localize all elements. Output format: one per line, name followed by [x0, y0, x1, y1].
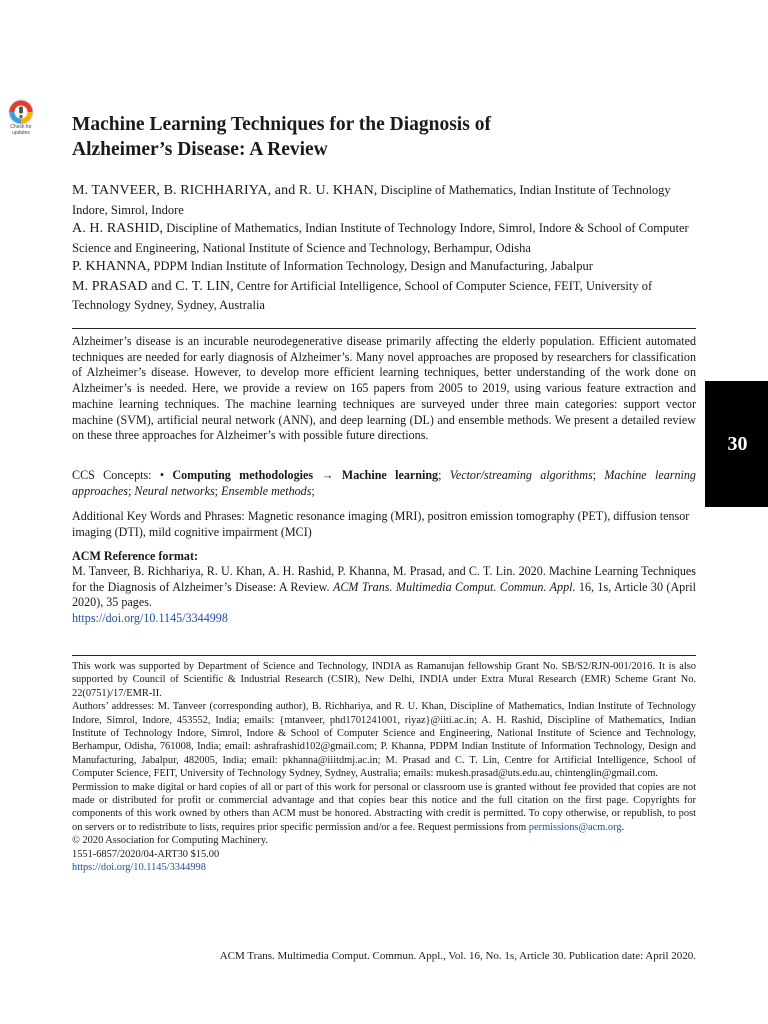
ccs-concept: Machine learning approaches — [72, 468, 696, 498]
author-names: P. KHANNA, — [72, 259, 151, 274]
reference-journal: ACM Trans. Multimedia Comput. Commun. Appl. — [332, 579, 576, 594]
footnote-doi-link[interactable]: https://doi.org/10.1145/3344998 — [72, 862, 206, 874]
author-entry — [72, 181, 696, 219]
page-footer: ACM Trans. Multimedia Comput. Commun. Appl., Vol. 16, No. 1s, Article 30. Publication date: April 2020. — [219, 950, 696, 962]
funding-note: This work was supported by Department of Science and Technology, INDIA as Ramanujan fellowship Grant No. SB/S2/RJN-001/2016. It is also supported by Council of Scientific & Industrial Research (CSIR), New Delhi, INDIA under Extra Mural Research (EMR) Scheme Grant No. 22(0751)/17/EMR-II. — [72, 661, 696, 699]
ccs-concept: Vector/streaming algorithms — [449, 468, 593, 482]
ccs-concept: Neural networks — [134, 483, 215, 498]
copyright: © 2020 Association for Computing Machinery. — [72, 835, 268, 847]
badge-label-line2: updates — [12, 129, 30, 136]
author-affiliation: Centre for Artificial Intelligence, School of Computer Science, FEIT, University of Technology Sydney, Sydney, Australia — [72, 278, 653, 312]
author-affiliation: PDPM Indian Institute of Information Technology, Design and Manufacturing, Jabalpur — [150, 259, 593, 273]
issn: 1551-6857/2020/04-ART30 $15.00 — [72, 848, 220, 860]
title-line1: Machine Learning Techniques for the Diagnosis of — [72, 114, 491, 135]
article-number: 30 — [727, 432, 748, 455]
author-entry — [72, 219, 696, 257]
author-names: A. H. RASHID, — [72, 221, 164, 236]
author-entry — [72, 257, 696, 277]
permissions-email-link[interactable]: permissions@acm.org — [528, 821, 622, 833]
badge-label-line1: Check for — [10, 124, 32, 130]
reference-text: M. Tanveer, B. Richhariya, R. U. Khan, A. H. Rashid, P. Khanna, M. Prasad, and C. T. Lin. 2020. Machine Learning Techniques for the Diagnosis of Alzheimer’s Disease: A Review. — [72, 564, 696, 594]
ccs-main-concept: Computing methodologies → Machine learning — [172, 468, 439, 482]
footnotes — [72, 660, 696, 875]
abstract-divider — [72, 328, 696, 329]
reference-format — [72, 564, 696, 627]
article-number-tab — [705, 381, 768, 507]
ccs-sep: ; — [592, 468, 605, 482]
reference-doi-link[interactable]: https://doi.org/10.1145/3344998 — [72, 611, 228, 626]
ccs-sep: ; — [438, 468, 450, 482]
ccs-concept: Ensemble methods — [221, 483, 312, 498]
reference-details: 16, 1s, Article 30 (April 2020), 35 pages. — [72, 579, 696, 610]
abstract: Alzheimer’s disease is an incurable neurodegenerative disease primarily affecting the elderly population. Efficient automated techniques are needed for early diagnosis of Alzheimer’s. Many novel approaches are proposed by researchers for classification of Alzheimer’s disease. However, to develop more efficient learning techniques, better understanding of the work done on Alzheimer’s is needed. Here, we provide a review on 165 papers from 2005 to 2019, using various feature extraction and machine learning techniques. The machine learning techniques are surveyed under three main categories: support vector machine (SVM), artificial neural network (ANN), and deep learning (DL) and ensemble methods. We present a detailed review on these three approaches for Alzheimer’s with possible future directions. — [72, 334, 696, 443]
author-affiliation: Discipline of Mathematics, Indian Institute of Technology Indore, Simrol, Indore & School of Computer Science and Engineering, National Institute of Science and Technology, Berhampur, Odisha — [72, 221, 689, 255]
check-for-updates-badge[interactable] — [0, 99, 42, 141]
footnote-doi — [72, 861, 696, 874]
footnote-divider — [72, 655, 696, 656]
title-line2: Alzheimer’s Disease: A Review — [72, 139, 328, 160]
author-entry — [72, 277, 696, 315]
paper-title — [72, 112, 696, 162]
keywords: Additional Key Words and Phrases: Magnetic resonance imaging (MRI), positron emission tomography (PET), diffusion tensor imaging (DTI), mild cognitive impairment (MCI) — [72, 509, 690, 539]
reference-format-heading: ACM Reference format: — [72, 549, 199, 563]
author-addresses: Authors’ addresses: M. Tanveer (corresponding author), B. Richhariya, and R. U. Khan, Discipline of Mathematics, Indian Institute of Technology Indore, Simrol, Indore, 453552, India; emails: {mtanveer, phd1701241001, riyaz}@iiti.ac.in; A. H. Rashid, Discipline of Mathematics, Indian Institute of Technology Indore, Simrol, Indore & School of Computer Science and Engineering, National Institute of Science and Technology, Berhampur, Odisha, 761008, India; email: ashrafrashid102@gmail.com; P. Khanna, PDPM Indian Institute of Information Technology, Design and Manufacturing, Jabalpur, 482005, India; email: pkhanna@iiitdmj.ac.in; M. Prasad and C. T. Lin, Centre for Artificial Intelligence, School of Computer Science, FEIT, University of Technology Sydney, Sydney, Australia; emails: mukesh.prasad@uts.edu.au, chintenglin@gmail.com. — [72, 701, 696, 780]
author-names: M. PRASAD and C. T. LIN, — [72, 278, 234, 294]
permission-text: Permission to make digital or hard copies of all or part of this work for personal or classroom use is granted without fee provided that copies are not made or distributed for profit or commercial advantage and that copies bear this notice and the full citation on the first page. Copyrights for components of this work owned by others than ACM must be honored. Abstracting with credit is permitted. To copy otherwise, or republish, to post on servers or to redistribute to lists, requires prior specific permission and/or a fee. Request permissions from — [72, 781, 696, 833]
author-names: M. TANVEER, B. RICHHARIYA, and R. U. KHAN, — [72, 183, 378, 198]
ccs-concepts — [72, 468, 696, 499]
author-affiliation: Discipline of Mathematics, Indian Institute of Technology Indore, Simrol, Indore — [72, 183, 671, 217]
ccs-sep: ; — [214, 483, 222, 498]
author-block — [72, 181, 696, 315]
permission-end: . — [621, 821, 625, 833]
ccs-sep: ; — [127, 483, 135, 498]
permission-notice — [72, 781, 696, 835]
check-updates-icon — [8, 99, 34, 125]
ccs-end: ; — [311, 483, 315, 498]
ccs-prefix: CCS Concepts: • — [72, 468, 173, 482]
